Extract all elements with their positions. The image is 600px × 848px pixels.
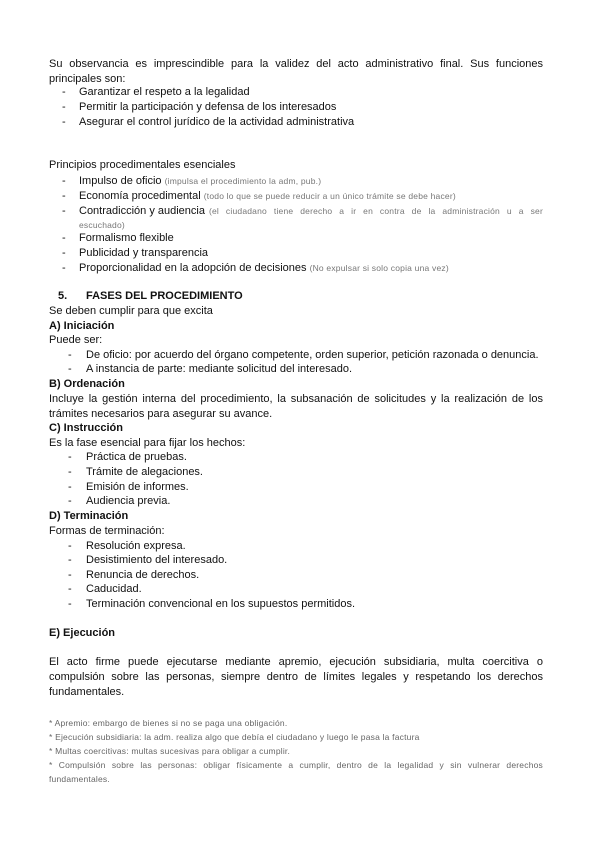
phase-b-heading: B) Ordenación xyxy=(49,378,125,390)
document-page: Su observancia es imprescindible para la validez del acto administrativo final. Sus funciones principales son: - Garantizar el respeto a la legalidad - Permitir la participación y defensa de los interesados - Asegurar el control jurídico de la actividad administrativa Principios procedimentales esenciales - Impulso de oficio (impulsa el procedimiento la adm, pub.) - Economía procedimental (todo lo que se puede reducir a un único trámite se debe hacer) - Contradicción y audiencia (el ciudadano tiene derecho a ir en contra de la administración u a ser escuchado) - Formalismo flexible - Publicidad y transparencia - Proporcionalidad en la adopción de decisiones (No expulsar si solo copia una vez) 5. FASES DEL PROCEDIMIENTO Se deben cumplir para que excita A) Iniciación Puede ser: - De oficio: por acuerdo del órgano competente, orden superior, petición razonada o denuncia. - A instancia de parte: mediante solicitud del interesado. B) Ordenación Incluye la gestión interna del procedimiento, la subsanación de solicitudes y la realización de los trámites necesarios para asegurar su avance. C) Instrucción Es la fase esencial para fijar los hechos: - Práctica de pruebas. - Trámite de alegaciones. - Emisión de informes. - Audiencia previa. D) Terminación Formas de terminación: - Resolución expresa. - Desistimiento del interesado. - Renuncia de derechos. - Caducidad. - Terminación convencional en los supuestos permitidos. E) Ejecución El acto firme puede ejecutarse mediante apremio, ejecución subsidiaria, multa coercitiva o compulsión sobre las personas, siempre dentro de límites legales y respetando los derechos fundamentales. * Apremio: embargo de bienes si no se paga una obligación. * Ejecución subsidiaria: la adm. realiza algo que debía el ciudadano y luego le pasa la factura * Multas coercitivas: multas sucesivas para obligar a cumplir. * Compulsión sobre las personas: obligar físicamente a cumplir, dentro de la legalidad y sin vulnerar derechos fundamentales. xyxy=(49,58,543,784)
section-5-intro: Se deben cumplir para que excita xyxy=(49,305,213,317)
phase-a-heading: A) Iniciación xyxy=(49,320,115,332)
phase-b-text: Incluye la gestión interna del procedimiento, la subsanación de solicitudes y la realización de los trámites necesarios para asegurar su avance. xyxy=(49,393,543,420)
intro-paragraph: Su observancia es imprescindible para la validez del acto administrativo final. Sus funciones principales son: xyxy=(49,58,543,85)
footnote: * Multas coercitivas: multas sucesivas para obligar a cumplir. xyxy=(49,746,291,756)
phase-e-text: El acto firme puede ejecutarse mediante apremio, ejecución subsidiaria, multa coercitiva o compulsión sobre las personas, siempre dentro de límites legales y respetando los derechos fundamentales. xyxy=(49,656,543,698)
phase-d-lead: Formas de terminación: xyxy=(49,525,165,537)
phase-a-lead: Puede ser: xyxy=(49,334,103,346)
footnote: * Ejecución subsidiaria: la adm. realiza algo que debía el ciudadano y luego le pasa la factura xyxy=(49,732,420,742)
footnote: * Compulsión sobre las personas: obligar físicamente a cumplir, dentro de la legalidad y sin vulnerar derechos fundamentales. xyxy=(49,760,543,784)
phase-d-heading: D) Terminación xyxy=(49,510,129,522)
phase-c-heading: C) Instrucción xyxy=(49,422,123,434)
principle-note-continuation: escuchado) xyxy=(79,220,125,230)
phase-c-lead: Es la fase esencial para fijar los hechos: xyxy=(49,437,246,449)
phase-e-heading: E) Ejecución xyxy=(49,627,116,639)
footnote: * Apremio: embargo de bienes si no se paga una obligación. xyxy=(49,718,288,728)
principles-heading: Principios procedimentales esenciales xyxy=(49,159,236,171)
